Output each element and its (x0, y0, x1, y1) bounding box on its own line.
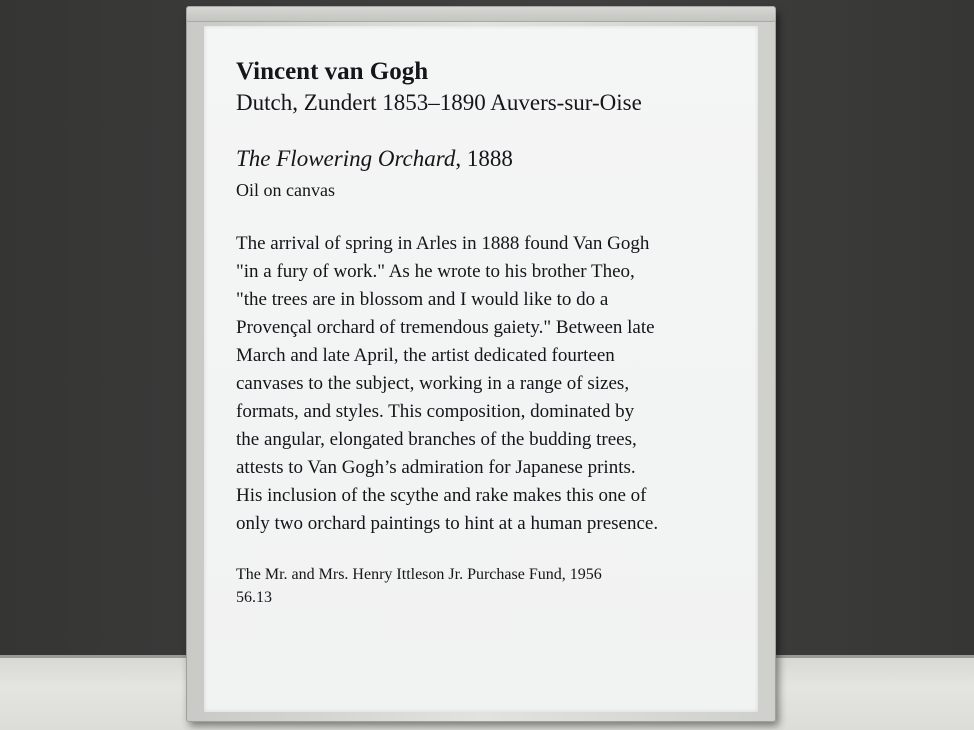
accession-number: 56.13 (236, 589, 272, 606)
description-line: the angular, elongated branches of the budding trees, (236, 429, 637, 450)
description-line: formats, and styles. This composition, dominated by (236, 401, 635, 422)
artist-name: Vincent van Gogh (236, 58, 429, 85)
description-line: Provençal orchard of tremendous gaiety." Between late (236, 317, 655, 338)
placard-frame-top-rail (186, 6, 776, 22)
description-line: "the trees are in blossom and I would like to do a (236, 289, 609, 310)
description-line: "in a fury of work." As he wrote to his brother Theo, (236, 261, 635, 282)
artwork-date: , 1888 (455, 146, 513, 171)
credit-line: The Mr. and Mrs. Henry Ittleson Jr. Purchase Fund, 1956 (236, 566, 602, 583)
description-line: only two orchard paintings to hint at a human presence. (236, 513, 659, 534)
description-line: attests to Van Gogh’s admiration for Japanese prints. (236, 457, 636, 478)
artwork-title-line (236, 146, 513, 172)
artwork-title: The Flowering Orchard (236, 146, 456, 171)
description-line: canvases to the subject, working in a range of sizes, (236, 373, 630, 394)
artist-bio: Dutch, Zundert 1853–1890 Auvers-sur-Oise (236, 90, 642, 115)
description-line: March and late April, the artist dedicated fourteen (236, 345, 615, 366)
description-line: His inclusion of the scythe and rake makes this one of (236, 485, 647, 506)
artwork-medium: Oil on canvas (236, 180, 335, 200)
artwork-description (236, 230, 658, 538)
description-line: The arrival of spring in Arles in 1888 found Van Gogh (236, 233, 650, 254)
